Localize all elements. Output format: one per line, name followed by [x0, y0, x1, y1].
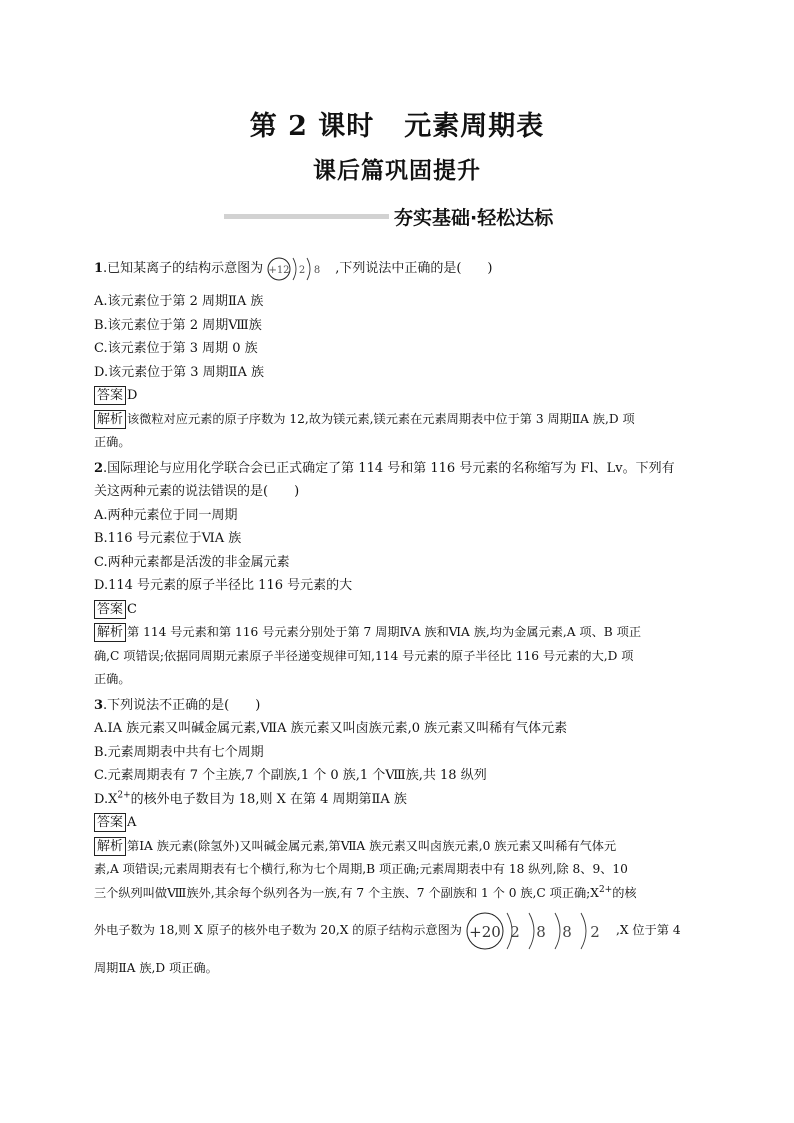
explanation-line: 正确。 [94, 672, 131, 686]
question-stem [94, 694, 706, 718]
explanation-diagram-line [94, 909, 706, 953]
option-d: D.该元素位于第 3 周期ⅡA 族 [94, 364, 264, 380]
question-text: .已知某离子的结构示意图为 [103, 261, 264, 277]
question-3 [94, 694, 706, 981]
explanation [94, 408, 706, 455]
answer-row [94, 811, 706, 835]
explanation-line: 该微粒对应元素的原子序数为 12,故为镁元素,镁元素在元素周期表中位于第 3 周期ⅡA 族,D 项 [127, 411, 635, 426]
explanation-line: 第 114 号元素和第 116 号元素分别处于第 7 周期ⅣA 族和ⅥA 族,均为金属元素,A 项、B 项正 [127, 625, 642, 639]
option-d-text: D.X [94, 791, 118, 807]
questions [94, 252, 706, 981]
explanation-line: 三个纵列叫做Ⅷ族外,其余每个纵列各为一族,有 7 个主族、7 个副族和 1 个 0 族,C 项正确;X [94, 885, 599, 900]
question-text: .国际理论与应用化学联合会已正式确定了第 114 号和第 116 号元素的名称缩写为 Fl、Lv。下列有 [103, 460, 675, 476]
explanation-tag: 解析 [94, 837, 126, 856]
answer-value: D [127, 388, 138, 403]
shell-arc-2 [529, 913, 534, 949]
shell-arc-4 [581, 913, 586, 949]
explanation-tag: 解析 [94, 410, 126, 429]
explanation-end: 周期ⅡA 族,D 项正确。 [94, 961, 218, 975]
shell-electrons-2: 8 [536, 923, 546, 941]
nucleus-charge: +12 [268, 265, 290, 276]
question-number: 1 [94, 261, 104, 277]
question-text: 关这两种元素的说法错误的是( ) [94, 484, 300, 499]
option-b: B.该元素位于第 2 周期Ⅷ族 [94, 317, 262, 333]
ion-charge-sup: 2+ [598, 884, 613, 895]
question-2 [94, 457, 706, 692]
nucleus-charge: +20 [469, 923, 501, 941]
option-d [94, 788, 706, 812]
explanation [94, 835, 706, 906]
explanation-tag: 解析 [94, 623, 126, 642]
option-b: B.元素周期表中共有七个周期 [94, 744, 264, 760]
shell-electrons-2: 8 [314, 265, 321, 276]
question-text-tail: ,下列说法中正确的是( ) [335, 261, 493, 277]
shell-arc-1 [293, 258, 296, 280]
explanation-line: 第ⅠA 族元素(除氢外)又叫碱金属元素,第ⅦA 族元素又叫卤族元素,0 族元素又叫稀有气体元 [127, 838, 617, 853]
answer-tag: 答案 [94, 386, 126, 405]
answer-tag: 答案 [94, 600, 126, 619]
explanation-line: ,X 位于第 4 [616, 923, 681, 938]
option-c: C.该元素位于第 3 周期 0 族 [94, 341, 258, 356]
ion-structure-diagram [266, 254, 332, 284]
atom-structure-diagram [465, 909, 613, 953]
section-header [224, 203, 624, 229]
shell-arc-2 [307, 258, 310, 280]
explanation-line: 正确。 [94, 435, 131, 449]
question-stem [94, 457, 706, 504]
section-divider [224, 214, 389, 219]
explanation-line: 的核 [612, 885, 637, 900]
answer-value: A [127, 815, 137, 830]
section-label: 夯实基础·轻松达标 [394, 207, 554, 229]
option-c: C.元素周期表有 7 个主族,7 个副族,1 个 0 族,1 个Ⅷ族,共 18 纵列 [94, 768, 487, 783]
shell-arc-3 [555, 913, 560, 949]
ion-charge-sup: 2+ [117, 790, 131, 801]
section-subtitle: 课后篇巩固提升 [313, 157, 481, 184]
shell-electrons-1: 2 [510, 923, 520, 941]
question-number: 3 [94, 697, 104, 713]
explanation-line: 外电子数为 18,则 X 原子的核外电子数为 20,X 的原子结构示意图为 [94, 923, 462, 938]
lesson-topic: 元素周期表 [404, 111, 545, 142]
answer-value: C [127, 601, 137, 617]
question-number: 2 [94, 460, 104, 476]
answer-row [94, 598, 706, 622]
answer-row [94, 384, 706, 408]
option-a: A.该元素位于第 2 周期ⅡA 族 [94, 294, 264, 309]
option-d: D.114 号元素的原子半径比 116 号元素的大 [94, 578, 353, 593]
option-a: A.两种元素位于同一周期 [94, 507, 238, 523]
shell-electrons-1: 2 [299, 265, 306, 276]
answer-tag: 答案 [94, 813, 126, 832]
explanation [94, 621, 706, 692]
option-d-text-tail: 的核外电子数目为 18,则 X 在第 4 周期第ⅡA 族 [130, 791, 407, 807]
shell-electrons-3: 8 [562, 923, 572, 941]
option-c: C.两种元素都是活泼的非金属元素 [94, 554, 290, 570]
question-stem [94, 254, 706, 284]
explanation-line: 确,C 项错误;依据同周期元素原子半径递变规律可知,114 号元素的原子半径比 116 号元素的大,D 项 [94, 648, 634, 663]
option-a: A.ⅠA 族元素又叫碱金属元素,ⅦA 族元素又叫卤族元素,0 族元素又叫稀有气体元素 [94, 721, 568, 736]
lesson-number: 第 2 课时 [249, 111, 375, 142]
question-text: .下列说法不正确的是( ) [103, 697, 261, 713]
question-1 [94, 254, 706, 455]
explanation-line: 素,A 项错误;元素周期表有七个横行,称为七个周期,B 项正确;元素周期表中有 18 纵列,除 8、9、10 [94, 862, 628, 876]
shell-electrons-4: 2 [590, 923, 600, 941]
option-b: B.116 号元素位于ⅥA 族 [94, 531, 242, 546]
lesson-title [0, 104, 794, 143]
